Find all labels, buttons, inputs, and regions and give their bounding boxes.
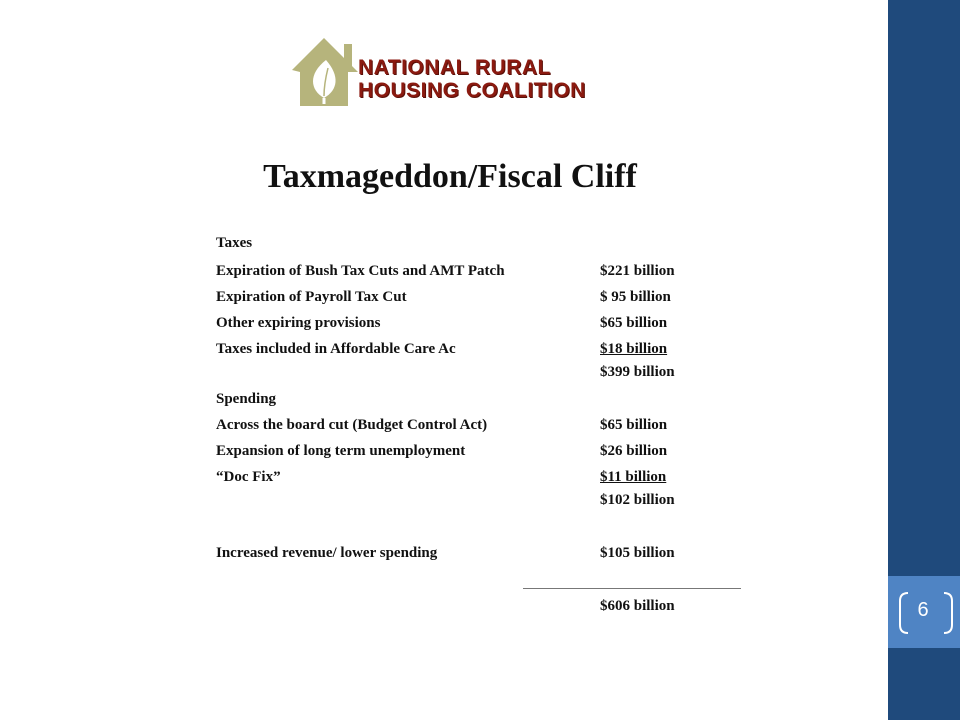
slide-title: Taxmageddon/Fiscal Cliff <box>263 158 637 195</box>
spending-item-value: $26 billion <box>600 443 668 459</box>
revenue-label: Increased revenue/ lower spending <box>216 545 438 561</box>
logo-text-line1: NATIONAL RURAL <box>358 56 551 79</box>
taxes-item-label: Expiration of Bush Tax Cuts and AMT Patch <box>216 263 505 279</box>
revenue-value: $105 billion <box>600 545 675 561</box>
taxes-item-value: $65 billion <box>600 315 668 331</box>
taxes-subtotal: $399 billion <box>600 364 675 380</box>
page-number: 6 <box>917 599 929 621</box>
taxes-item-label: Other expiring provisions <box>216 315 381 331</box>
house-leaf-icon <box>286 34 366 114</box>
spending-subtotal: $102 billion <box>600 492 675 508</box>
logo <box>286 34 616 114</box>
spending-item-label: Expansion of long term unemployment <box>216 443 466 459</box>
taxes-item-label: Expiration of Payroll Tax Cut <box>216 289 407 305</box>
taxes-item-value: $18 billion <box>600 341 668 357</box>
taxes-item-value: $ 95 billion <box>600 289 671 305</box>
spending-item-label: “Doc Fix” <box>216 469 281 485</box>
spending-item-label: Across the board cut (Budget Control Act) <box>216 417 488 433</box>
taxes-item-value: $221 billion <box>600 263 675 279</box>
spending-heading: Spending <box>216 391 277 407</box>
spending-item-value: $65 billion <box>600 417 668 433</box>
grand-total: $606 billion <box>600 598 675 614</box>
logo-text-line2: HOUSING COALITION <box>358 79 586 102</box>
spending-item-value: $11 billion <box>600 469 667 485</box>
total-divider <box>523 588 741 589</box>
taxes-item-label: Taxes included in Affordable Care Ac <box>216 341 456 357</box>
taxes-heading: Taxes <box>216 235 253 251</box>
